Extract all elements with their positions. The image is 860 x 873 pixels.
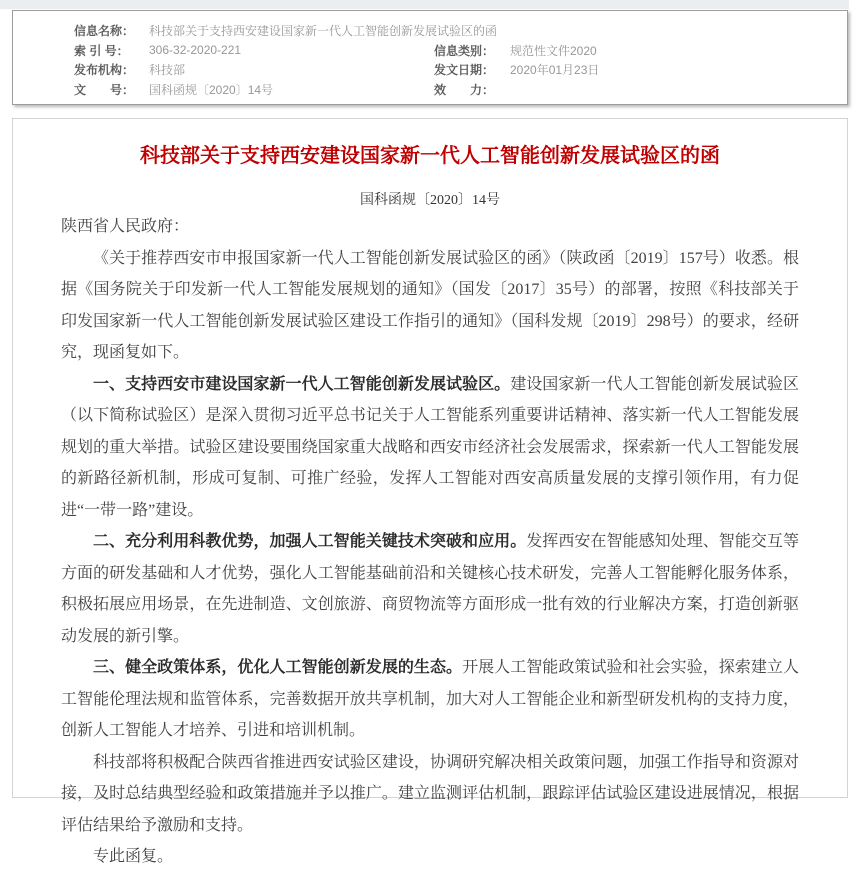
paragraph-point-2-lead: 二、充分利用科教优势，加强人工智能关键技术突破和应用。 xyxy=(93,533,527,550)
paragraph-point-2 xyxy=(61,526,799,652)
document-panel xyxy=(12,118,848,865)
metadata-row-docnumber xyxy=(74,80,819,100)
metadata-row-name xyxy=(74,21,819,41)
metadata-row-agency xyxy=(74,60,819,80)
issue-date-value: 2020年01月23日 xyxy=(510,63,600,78)
paragraph-point-1-lead: 一、支持西安市建设国家新一代人工智能创新发展试验区。 xyxy=(93,375,511,393)
validity-value xyxy=(510,80,819,100)
paragraph-point-3-text: 开展人工智能政策试验和社会实验，探索建立人工智能伦理法规和监管体系，完善数据开放共享机制，加大对人工智能企业和新型研发机构的支持力度，创新人工智能人才培养、引进和培训机制。 xyxy=(61,659,799,739)
paragraph-point-2-text: 发挥西安在智能感知处理、智能交互等方面的研发基础和人才优势，强化人工智能基础前沿和关键核心技术研发，完善人工智能孵化服务体系，积极拓展应用场景，在先进制造、文创旅游、商贸物流等方面形成一批有效的行业解决方案，打造创新驱动发展的新引擎。 xyxy=(61,533,799,645)
paragraph-point-1-text: 建设国家新一代人工智能创新发展试验区（以下简称试验区）是深入贯彻习近平总书记关于人工智能系列重要讲话精神、落实新一代人工智能发展规划的重大举措。试验区建设要围绕国家重大战略和西安市经济社会发展需求，探索新一代人工智能发展的新路径新机制，形成可复制、可推广经验，发挥人工智能对西安高质量发展的支撑引领作用，有力促进“一带一路”建设。 xyxy=(61,375,799,519)
index-number-label: 索 引 号： xyxy=(74,43,129,58)
paragraph-point-1 xyxy=(61,369,799,527)
salutation: 陕西省人民政府： xyxy=(61,218,190,235)
info-category-label: 信息类别： xyxy=(434,43,495,58)
document-number: 国科函规〔2020〕14号 xyxy=(360,193,500,208)
info-name-value: 科技部关于支持西安建设国家新一代人工智能创新发展试验区的函 xyxy=(149,24,498,39)
info-name-label: 信息名称： xyxy=(74,24,135,39)
page-top-strip xyxy=(0,0,849,9)
metadata-panel xyxy=(12,10,848,105)
document-title: 科技部关于支持西安建设国家新一代人工智能创新发展试验区的函 xyxy=(140,145,720,167)
paragraph-intro-text: 《关于推荐西安市申报国家新一代人工智能创新发展试验区的函》（陕政函〔2019〕157号）收悉。根据《国务院关于印发新一代人工智能发展规划的通知》（国发〔2017〕35号）的部署，按照《科技部关于印发国家新一代人工智能创新发展试验区建设工作指引的通知》（国科发规〔2019〕298号）的要求，经研究，现函复如下。 xyxy=(61,249,799,361)
closing-line: 专此函复。 xyxy=(93,848,174,865)
issuing-agency-value: 科技部 xyxy=(149,63,186,78)
index-number-value: 306-32-2020-221 xyxy=(149,43,242,58)
issuing-agency-label: 发布机构： xyxy=(74,63,135,78)
metadata-table xyxy=(74,21,819,99)
info-category-value: 规范性文件2020 xyxy=(510,43,597,58)
paragraph-support xyxy=(61,747,799,842)
paragraph-point-3 xyxy=(61,652,799,747)
validity-label: 效 力： xyxy=(434,82,495,97)
document-body xyxy=(61,211,799,873)
metadata-row-index xyxy=(74,41,819,61)
doc-number-label: 文 号： xyxy=(74,82,135,97)
paragraph-support-text: 科技部将积极配合陕西省推进西安试验区建设，协调研究解决相关政策问题，加强工作指导和资源对接，及时总结典型经验和政策措施并予以推广。建立监测评估机制，跟踪评估试验区建设进展情况，根据评估结果给予激励和支持。 xyxy=(61,753,799,834)
issue-date-label: 发文日期： xyxy=(434,63,495,78)
paragraph-intro xyxy=(61,243,799,369)
doc-number-value: 国科函规〔2020〕14号 xyxy=(149,82,274,97)
paragraph-point-3-lead: 三、健全政策体系，优化人工智能创新发展的生态。 xyxy=(93,659,463,676)
